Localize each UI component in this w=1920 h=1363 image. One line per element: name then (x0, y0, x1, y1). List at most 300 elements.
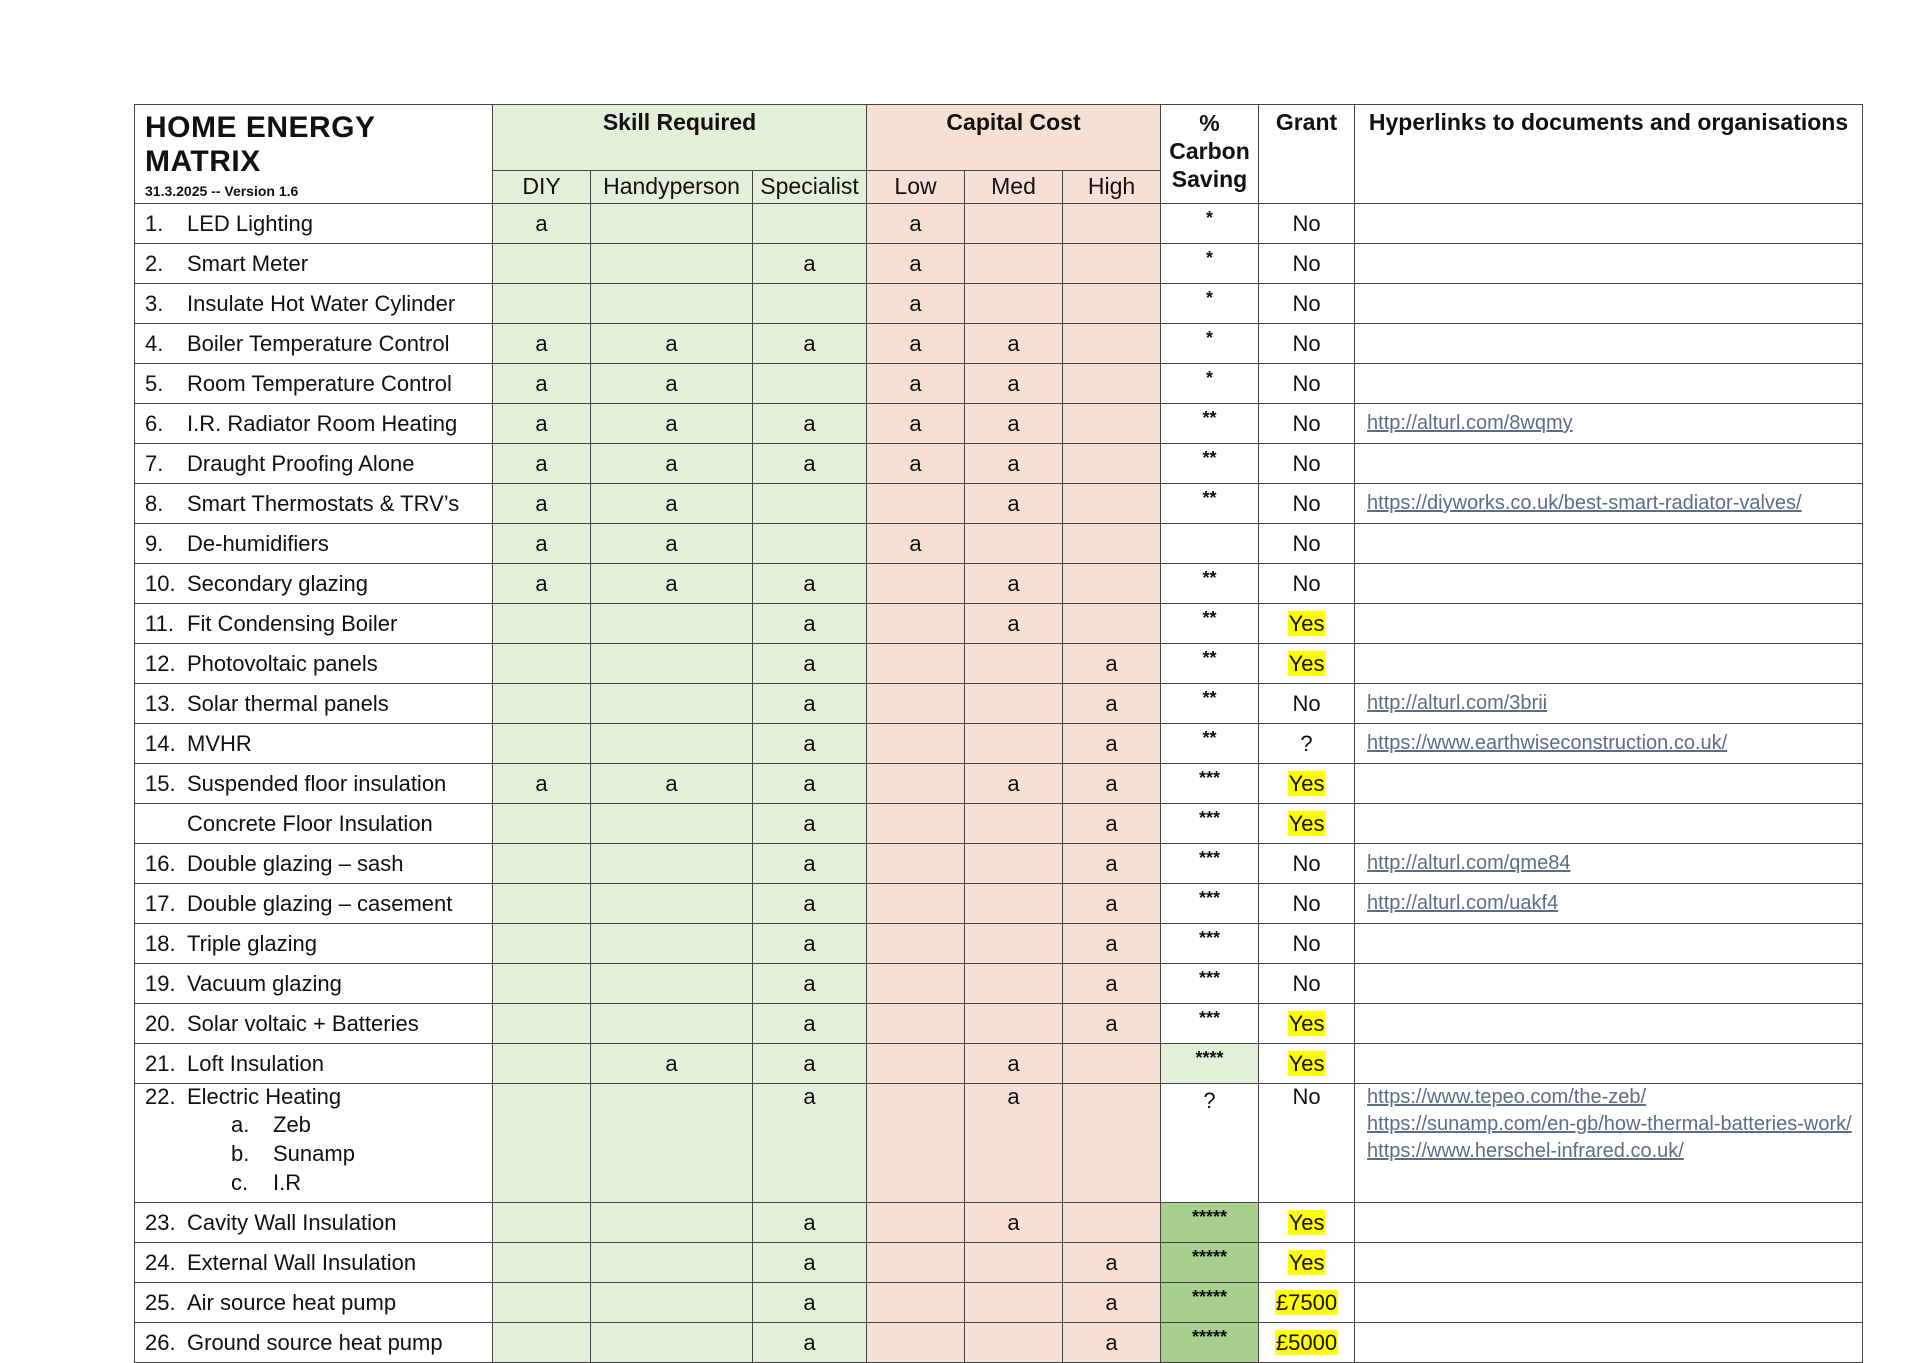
carbon-saving-cell: ** (1161, 724, 1259, 764)
diy-cell (493, 284, 591, 324)
table-row (135, 684, 1863, 724)
measure-name-cell (135, 204, 493, 244)
low-cost-cell (867, 1243, 965, 1283)
grant-cell (1259, 324, 1355, 364)
high-cost-cell (1063, 444, 1161, 484)
low-cost-cell (867, 1004, 965, 1044)
grant-cell (1259, 1203, 1355, 1243)
measure-name-cell (135, 804, 493, 844)
measure-name-cell (135, 1283, 493, 1323)
measure-name-cell (135, 724, 493, 764)
measure-name-cell (135, 1203, 493, 1243)
grant-value: No (1292, 970, 1321, 996)
carbon-saving-cell: ** (1161, 444, 1259, 484)
low-cost-cell: a (867, 444, 965, 484)
specialist-cell: a (753, 444, 867, 484)
grant-cell (1259, 604, 1355, 644)
carbon-saving-cell: ***** (1161, 1283, 1259, 1323)
carbon-saving-cell: *** (1161, 764, 1259, 804)
hyperlink[interactable]: http://alturl.com/qme84 (1367, 852, 1571, 874)
measure-name-cell (135, 604, 493, 644)
grant-value: No (1292, 850, 1321, 876)
high-cost-cell: a (1063, 884, 1161, 924)
hyperlink[interactable]: http://alturl.com/8wqmy (1367, 412, 1573, 434)
handyperson-cell: a (591, 324, 753, 364)
table-row (135, 204, 1863, 244)
measure-name-cell (135, 644, 493, 684)
low-cost-cell (867, 1323, 965, 1363)
grant-value: £5000 (1275, 1329, 1338, 1355)
grant-cell (1259, 404, 1355, 444)
carbon-saving-header: % Carbon Saving (1161, 105, 1259, 204)
measure-name: De-humidifiers (187, 530, 329, 556)
hyperlinks-cell (1355, 844, 1863, 884)
measure-number: 4. (145, 330, 164, 356)
hyperlink[interactable]: https://diyworks.co.uk/best-smart-radiator-valves/ (1367, 492, 1802, 514)
med-cost-cell: a (965, 484, 1063, 524)
measure-name-cell (135, 404, 493, 444)
hyperlinks-cell (1355, 1084, 1863, 1203)
diy-cell: a (493, 564, 591, 604)
med-cost-cell: a (965, 1084, 1063, 1203)
hyperlinks-cell (1355, 404, 1863, 444)
measure-number: 5. (145, 370, 164, 396)
grant-cell (1259, 684, 1355, 724)
table-row (135, 1323, 1863, 1363)
high-cost-cell (1063, 324, 1161, 364)
hyperlink[interactable]: https://www.herschel-infrared.co.uk/ (1367, 1140, 1684, 1162)
specialist-cell: a (753, 244, 867, 284)
grant-cell (1259, 484, 1355, 524)
measure-name-cell (135, 1323, 493, 1363)
measure-name: Solar thermal panels (187, 690, 389, 716)
diy-cell (493, 1044, 591, 1084)
grant-value: No (1292, 250, 1321, 276)
hyperlinks-cell (1355, 1243, 1863, 1283)
handyperson-cell (591, 1004, 753, 1044)
med-cost-cell (965, 1243, 1063, 1283)
hyperlinks-cell (1355, 764, 1863, 804)
med-cost-cell (965, 844, 1063, 884)
measure-name: Smart Thermostats & TRV’s (187, 490, 460, 516)
handyperson-cell: a (591, 404, 753, 444)
hyperlinks-cell (1355, 1323, 1863, 1363)
handyperson-cell (591, 1084, 753, 1203)
measure-name-cell (135, 364, 493, 404)
measure-number: 1. (145, 210, 164, 236)
table-row (135, 1044, 1863, 1084)
high-cost-cell (1063, 524, 1161, 564)
handyperson-cell (591, 644, 753, 684)
med-cost-cell (965, 1004, 1063, 1044)
measure-name: Double glazing – sash (187, 850, 404, 876)
sub-item-text: I.R (273, 1170, 302, 1195)
low-cost-cell (867, 724, 965, 764)
table-row (135, 1084, 1863, 1203)
high-cost-cell: a (1063, 804, 1161, 844)
specialist-cell: a (753, 324, 867, 364)
high-cost-cell: a (1063, 964, 1161, 1004)
diy-cell: a (493, 404, 591, 444)
specialist-cell: a (753, 964, 867, 1004)
specialist-cell (753, 524, 867, 564)
measure-number: 10. (145, 570, 176, 596)
measure-name-cell (135, 564, 493, 604)
low-cost-cell: a (867, 364, 965, 404)
diy-cell (493, 924, 591, 964)
med-cost-cell (965, 724, 1063, 764)
measure-name-cell (135, 524, 493, 564)
specialist-cell: a (753, 644, 867, 684)
measure-number: 17. (145, 890, 176, 916)
high-cost-cell (1063, 204, 1161, 244)
grant-cell (1259, 364, 1355, 404)
table-row (135, 724, 1863, 764)
grant-cell (1259, 964, 1355, 1004)
grant-cell (1259, 524, 1355, 564)
measure-number: 16. (145, 850, 176, 876)
measure-name: Air source heat pump (187, 1289, 397, 1315)
capital-cost-header: Capital Cost (867, 105, 1161, 171)
diy-cell: a (493, 764, 591, 804)
hyperlink[interactable]: https://www.earthwiseconstruction.co.uk/ (1367, 732, 1728, 754)
measure-number: 22. (145, 1084, 176, 1109)
high-cost-cell: a (1063, 1283, 1161, 1323)
measure-number: 25. (145, 1289, 176, 1315)
diy-cell (493, 1004, 591, 1044)
carbon-saving-cell: ***** (1161, 1243, 1259, 1283)
grant-value: No (1292, 410, 1321, 436)
measure-name: Insulate Hot Water Cylinder (187, 290, 456, 316)
carbon-saving-cell: *** (1161, 884, 1259, 924)
table-header (135, 105, 1863, 204)
high-cost-cell (1063, 604, 1161, 644)
med-cost-cell (965, 1323, 1063, 1363)
handyperson-cell (591, 724, 753, 764)
measure-number: 21. (145, 1050, 176, 1076)
measure-name: Double glazing – casement (187, 890, 453, 916)
measure-number: 18. (145, 930, 176, 956)
grant-header: Grant (1259, 105, 1355, 204)
diy-cell: a (493, 444, 591, 484)
measure-name-cell (135, 884, 493, 924)
measure-name-cell (135, 844, 493, 884)
table-row (135, 964, 1863, 1004)
table-row (135, 804, 1863, 844)
measure-name: Draught Proofing Alone (187, 450, 415, 476)
grant-value: Yes (1288, 650, 1325, 676)
measure-name: Triple glazing (187, 930, 318, 956)
hyperlinks-cell (1355, 364, 1863, 404)
diy-header: DIY (493, 170, 591, 203)
handyperson-cell (591, 884, 753, 924)
grant-value: No (1292, 530, 1321, 556)
diy-cell (493, 1084, 591, 1203)
handyperson-cell (591, 284, 753, 324)
diy-cell (493, 804, 591, 844)
measure-number: 6. (145, 410, 164, 436)
table-row (135, 244, 1863, 284)
table-row (135, 924, 1863, 964)
grant-cell (1259, 884, 1355, 924)
measure-name: Concrete Floor Insulation (187, 810, 433, 836)
page-title: HOME ENERGY MATRIX (145, 111, 375, 178)
measure-number: 24. (145, 1249, 176, 1275)
handyperson-cell (591, 804, 753, 844)
energy-matrix-table (134, 104, 1863, 1363)
high-cost-cell: a (1063, 724, 1161, 764)
grant-cell (1259, 1283, 1355, 1323)
low-cost-cell: a (867, 324, 965, 364)
sub-item (145, 1110, 492, 1139)
handyperson-cell: a (591, 564, 753, 604)
table-row (135, 564, 1863, 604)
grant-value: No (1292, 450, 1321, 476)
specialist-cell: a (753, 404, 867, 444)
measure-number: 23. (145, 1209, 176, 1235)
grant-value: No (1292, 210, 1321, 236)
carbon-saving-cell: ? (1161, 1084, 1259, 1203)
diy-cell (493, 884, 591, 924)
carbon-saving-cell: ***** (1161, 1323, 1259, 1363)
handyperson-cell (591, 924, 753, 964)
high-cost-cell: a (1063, 844, 1161, 884)
title-cell (135, 105, 493, 204)
specialist-cell (753, 484, 867, 524)
hyperlinks-cell (1355, 1203, 1863, 1243)
handyperson-cell (591, 1283, 753, 1323)
measure-name-cell (135, 1084, 493, 1203)
handyperson-cell: a (591, 524, 753, 564)
med-cost-cell: a (965, 364, 1063, 404)
low-cost-cell (867, 1084, 965, 1203)
grant-cell (1259, 764, 1355, 804)
hyperlink[interactable]: http://alturl.com/uakf4 (1367, 892, 1559, 914)
med-cost-cell (965, 804, 1063, 844)
measure-number: 26. (145, 1329, 176, 1355)
hyperlink[interactable]: https://sunamp.com/en-gb/how-thermal-batteries-work/ (1367, 1113, 1852, 1135)
hyperlink[interactable]: https://www.tepeo.com/the-zeb/ (1367, 1086, 1647, 1108)
low-cost-cell (867, 924, 965, 964)
med-cost-cell (965, 244, 1063, 284)
specialist-cell: a (753, 924, 867, 964)
med-cost-header: Med (965, 170, 1063, 203)
diy-cell: a (493, 364, 591, 404)
table-row (135, 524, 1863, 564)
diy-cell: a (493, 204, 591, 244)
measure-number: 3. (145, 290, 164, 316)
high-cost-cell (1063, 244, 1161, 284)
measure-number: 8. (145, 490, 164, 516)
grant-cell (1259, 844, 1355, 884)
low-cost-cell (867, 764, 965, 804)
carbon-saving-cell: * (1161, 284, 1259, 324)
grant-cell (1259, 1084, 1355, 1203)
measure-name: MVHR (187, 730, 252, 756)
hyperlinks-cell (1355, 204, 1863, 244)
table-row (135, 444, 1863, 484)
hyperlinks-cell (1355, 324, 1863, 364)
specialist-cell: a (753, 1004, 867, 1044)
measure-name-cell (135, 1044, 493, 1084)
high-cost-cell (1063, 1044, 1161, 1084)
specialist-cell (753, 284, 867, 324)
diy-cell (493, 244, 591, 284)
low-cost-cell: a (867, 524, 965, 564)
sub-item-text: Sunamp (273, 1141, 355, 1166)
table-row (135, 364, 1863, 404)
sub-item (145, 1139, 492, 1168)
measure-number: 19. (145, 970, 176, 996)
diy-cell (493, 964, 591, 1004)
med-cost-cell (965, 1283, 1063, 1323)
hyperlinks-cell (1355, 884, 1863, 924)
measure-name-cell (135, 964, 493, 1004)
measure-number: 20. (145, 1010, 176, 1036)
low-cost-cell (867, 684, 965, 724)
low-cost-cell (867, 1283, 965, 1323)
grant-cell (1259, 1243, 1355, 1283)
table-row (135, 644, 1863, 684)
specialist-cell: a (753, 1243, 867, 1283)
diy-cell (493, 1243, 591, 1283)
specialist-cell (753, 204, 867, 244)
hyperlinks-cell (1355, 924, 1863, 964)
low-cost-cell (867, 884, 965, 924)
carbon-saving-cell: *** (1161, 844, 1259, 884)
measure-name-cell (135, 324, 493, 364)
grant-value: No (1292, 930, 1321, 956)
carbon-saving-cell: * (1161, 324, 1259, 364)
handyperson-cell (591, 244, 753, 284)
table-row (135, 284, 1863, 324)
handyperson-cell (591, 1203, 753, 1243)
hyperlinks-cell (1355, 644, 1863, 684)
hyperlinks-cell (1355, 684, 1863, 724)
measure-number: 7. (145, 450, 164, 476)
high-cost-cell: a (1063, 644, 1161, 684)
specialist-cell: a (753, 1084, 867, 1203)
specialist-header: Specialist (753, 170, 867, 203)
high-cost-cell (1063, 564, 1161, 604)
diy-cell (493, 1323, 591, 1363)
low-cost-cell (867, 1044, 965, 1084)
carbon-saving-cell: * (1161, 244, 1259, 284)
version-label: 31.3.2025 -- Version 1.6 (145, 183, 299, 199)
measure-name: LED Lighting (187, 210, 313, 236)
grant-value: £7500 (1275, 1289, 1338, 1315)
handyperson-cell (591, 1323, 753, 1363)
med-cost-cell (965, 964, 1063, 1004)
diy-cell (493, 1203, 591, 1243)
carbon-saving-cell: *** (1161, 1004, 1259, 1044)
low-cost-cell (867, 964, 965, 1004)
med-cost-cell: a (965, 1203, 1063, 1243)
grant-cell (1259, 1044, 1355, 1084)
hyperlinks-cell (1355, 284, 1863, 324)
med-cost-cell (965, 644, 1063, 684)
grant-value: Yes (1288, 1209, 1325, 1235)
high-cost-cell: a (1063, 924, 1161, 964)
specialist-cell: a (753, 604, 867, 644)
grant-value: Yes (1288, 1050, 1325, 1076)
handyperson-header: Handyperson (591, 170, 753, 203)
diy-cell: a (493, 484, 591, 524)
handyperson-cell: a (591, 764, 753, 804)
high-cost-cell (1063, 1084, 1161, 1203)
med-cost-cell: a (965, 604, 1063, 644)
measure-name: Cavity Wall Insulation (187, 1209, 397, 1235)
skill-required-header: Skill Required (493, 105, 867, 171)
high-cost-header: High (1063, 170, 1161, 203)
low-cost-cell (867, 564, 965, 604)
high-cost-cell (1063, 284, 1161, 324)
measure-name-cell (135, 1243, 493, 1283)
specialist-cell: a (753, 844, 867, 884)
handyperson-cell (591, 844, 753, 884)
measure-name-cell (135, 444, 493, 484)
med-cost-cell (965, 284, 1063, 324)
grant-cell (1259, 1323, 1355, 1363)
low-cost-cell (867, 804, 965, 844)
med-cost-cell (965, 204, 1063, 244)
carbon-saving-cell: **** (1161, 1044, 1259, 1084)
table-body (135, 204, 1863, 1363)
grant-value: ? (1300, 730, 1313, 756)
grant-value: Yes (1288, 810, 1325, 836)
measure-name: Fit Condensing Boiler (187, 610, 398, 636)
hyperlinks-cell (1355, 524, 1863, 564)
table-row (135, 324, 1863, 364)
high-cost-cell (1063, 1203, 1161, 1243)
measure-number: 2. (145, 250, 164, 276)
carbon-saving-cell: * (1161, 364, 1259, 404)
low-cost-cell: a (867, 404, 965, 444)
high-cost-cell: a (1063, 684, 1161, 724)
carbon-saving-cell: ** (1161, 564, 1259, 604)
measure-name: Boiler Temperature Control (187, 330, 450, 356)
specialist-cell: a (753, 564, 867, 604)
grant-value: No (1292, 690, 1321, 716)
measure-name: Ground source heat pump (187, 1329, 443, 1355)
diy-cell (493, 1283, 591, 1323)
diy-cell: a (493, 524, 591, 564)
grant-value: No (1292, 890, 1321, 916)
measure-name: Secondary glazing (187, 570, 369, 596)
handyperson-cell (591, 204, 753, 244)
measure-name-cell (135, 924, 493, 964)
specialist-cell: a (753, 1044, 867, 1084)
med-cost-cell: a (965, 324, 1063, 364)
measure-name-cell (135, 1004, 493, 1044)
med-cost-cell (965, 524, 1063, 564)
grant-value: No (1292, 1084, 1321, 1109)
measure-name: Loft Insulation (187, 1050, 324, 1076)
grant-value: No (1292, 330, 1321, 356)
high-cost-cell: a (1063, 1004, 1161, 1044)
hyperlinks-cell (1355, 484, 1863, 524)
grant-cell (1259, 284, 1355, 324)
carbon-saving-cell: * (1161, 204, 1259, 244)
measure-name-cell (135, 484, 493, 524)
hyperlink[interactable]: http://alturl.com/3brii (1367, 692, 1548, 714)
med-cost-cell (965, 684, 1063, 724)
high-cost-cell (1063, 364, 1161, 404)
high-cost-cell: a (1063, 764, 1161, 804)
handyperson-cell (591, 964, 753, 1004)
measure-name: Electric Heating (187, 1084, 342, 1109)
measure-name: Smart Meter (187, 250, 309, 276)
